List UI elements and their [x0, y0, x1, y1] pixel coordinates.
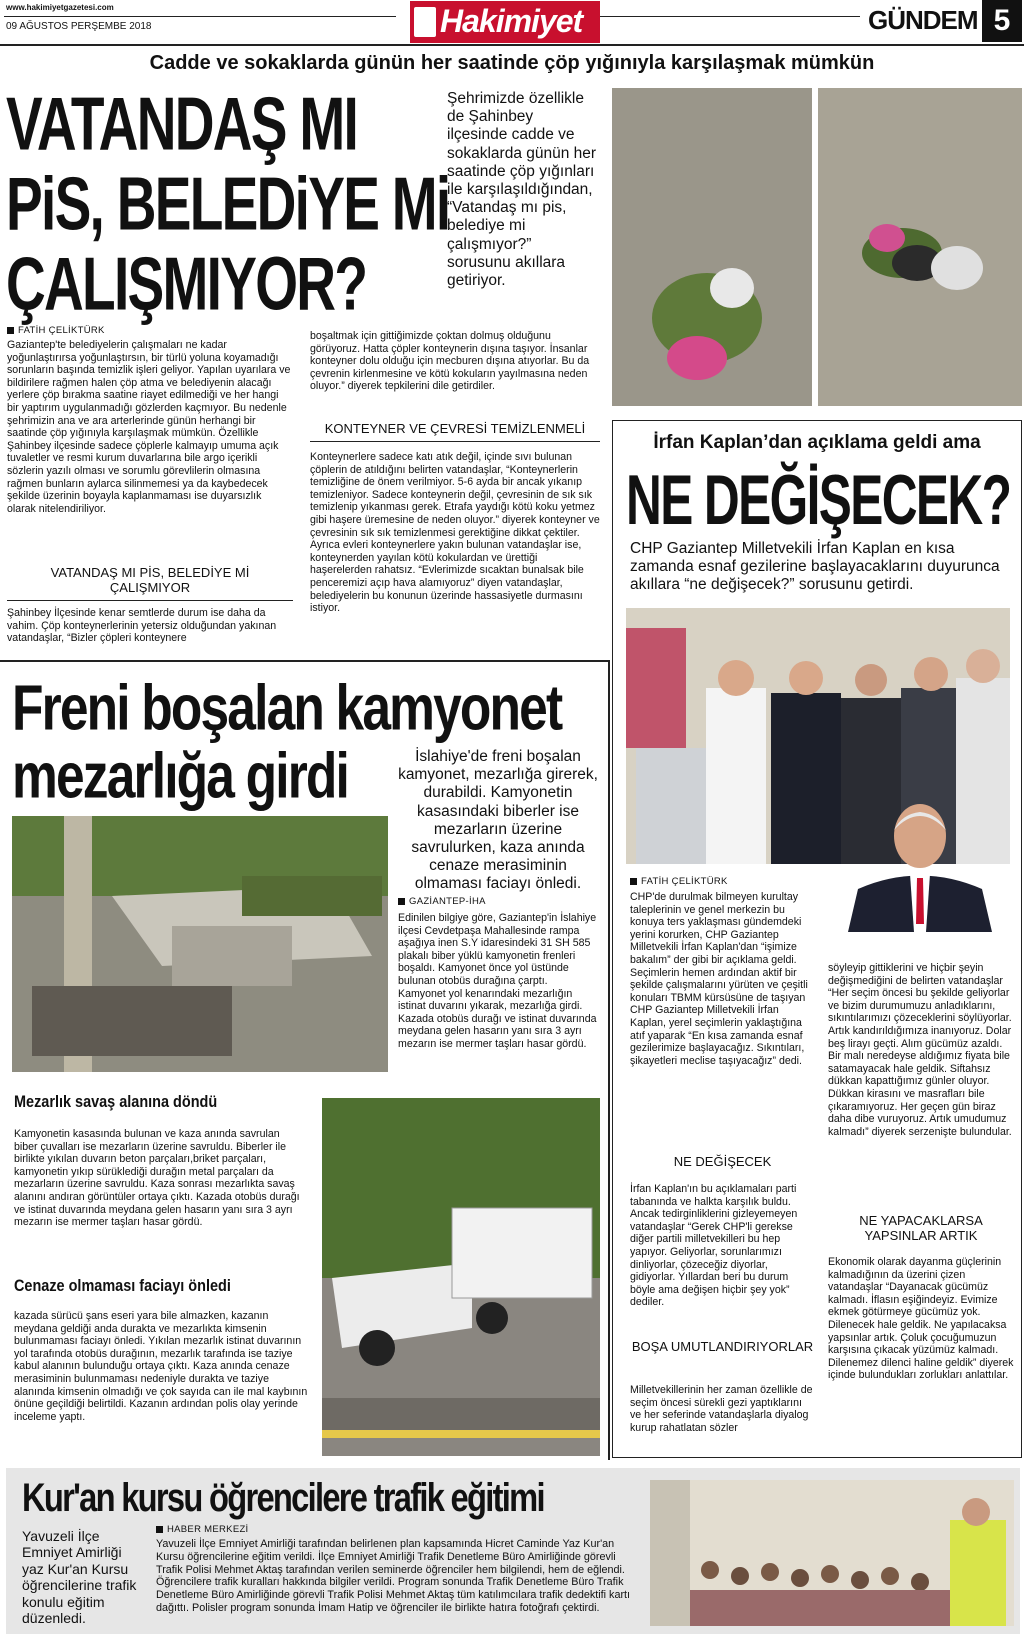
article1-sub2: KONTEYNER VE ÇEVRESİ TEMİZLENMELİ [324, 421, 586, 436]
article1-headline-2: PiS, BELEDiYE Mi [6, 161, 450, 247]
article1-sub2-rule [310, 441, 600, 442]
article3-byline: FATİH ÇELİKTÜRK [630, 876, 728, 887]
article4-lede: Yavuzeli İlçe Emniyet Amirliği yaz Kur'an Kursu öğrencilerine trafik konulu eğitim düzenledi. [22, 1528, 137, 1627]
issue-date: 09 AĞUSTOS PERŞEMBE 2018 [6, 21, 152, 32]
article1-byline: FATİH ÇELİKTÜRK [7, 325, 105, 336]
article4-body: Yavuzeli İlçe Emniyet Amirliği tarafından belirlenen plan kapsamında Hicret Caminde Yaz Kur'an Kursu öğrencilerine eğitim verildi. İlçe Emniyet Amirliği Trafik Denetleme Büro Amirliğinde görevli Trafik Polisi Mehmet Aktaş tarafından verilen seminerde öğrenciler hem bilgilendi, hem de eğlendi. Öğrencilere trafik kuralları hakkında bilgiler verildi. Program sonunda Trafik Denetleme Büro Trafik Denetleme Büro Amirliğinde görevli Trafik Polisi Mehmet Aktaş tüm katılımcılara trafik dedektifi kartı dağıttı. Polisler program sonunda İmam Hatip ve öğrenciler ile birlikte hatıra fotoğrafı çektirdi. [156, 1538, 631, 1614]
article3-sub1: NE DEĞİŞECEK [673, 1154, 772, 1169]
truck-photo-art [322, 1098, 600, 1456]
article1-sub1: VATANDAŞ MI PİS, BELEDİYE Mİ ÇALIŞMIYOR [50, 565, 250, 595]
article3-headline: NE DEĞİŞECEK? [626, 461, 1011, 540]
article3-col1c: Milletvekillerinin her zaman özellikle de seçim öncesi sürekli gezi yaptıklarını ve her seferinde vatandaşlarla diyalog kurup rahatlatan sözler [630, 1384, 813, 1434]
traffic-training-photo-art [650, 1480, 1014, 1626]
logo[interactable] [410, 1, 600, 43]
article2-byline: GAZİANTEP-İHA [398, 896, 486, 907]
article3-sub3: NE YAPACAKLARSA YAPSINLAR ARTIK [859, 1213, 983, 1243]
article2-headline-2: mezarlığa girdi [12, 739, 349, 811]
traffic-training-photo [650, 1480, 1014, 1626]
cemetery-photo [12, 816, 388, 1072]
article1-divider [0, 660, 610, 662]
header-rule-right [600, 16, 860, 17]
article1-col1: Gaziantep'te belediyelerin çalışmaları ne kadar yoğunlaştırırsa yoğunlaştırsın, bir türlü yoluna koyamadığı sorunların başında temizlik işleri geliyor. Yapılan uyarılara ve bildirilere rağmen halen çöp atma ve belediyenin alacağı yerlere çöp bırakma saatine riayet edilmediği ve her hangi bir yaptırım uygulanmadığı gözlerden kaçmıyor. Bu nedenle şehrimizin ana ve ara arterlerinde günün herhangi bir saatinde çöp yığınıyla karşılaşmak mümkün. Özellikle Şahinbey ilçesinde sadece çöplerle kalmayıp umuma açık tuvaletler ve resmi kurum duvarlarına bile argo içerikli sözlerin yazılı olması ve sorumlu görevlilerin olmasına rağmen bunların aylarca silinmemesi ya da kaybedecek şekilde üzerinin boyayla kaplanmaması ise duyarsızlık olarak nitelendiriliyor. [7, 339, 291, 515]
article2-sub1: Mezarlık savaş alanına döndü [14, 1092, 218, 1111]
article2-lede: İslahiye'de freni boşalan kamyonet, mezarlığa girerek, durabildi. Kamyonetin kasasındaki biberler ise mezarların üzerine savrulurken, kaza anında cenaze merasiminin olmaması faciayı önledi. [398, 748, 598, 893]
article1-headline-1: VATANDAŞ MI [6, 81, 358, 167]
truck-photo [322, 1098, 600, 1456]
article3-lede: CHP Gaziantep Milletvekili İrfan Kaplan en kısa zamanda esnaf gezilerine başlayacaklarını duyurunca akıllara “ne değişecek?” sorusunu getirdi. [630, 540, 1000, 594]
article3-col2a: söyleyip gittiklerini ve hiçbir şeyin değişmediğini de belirten vatandaşlar “Her seçim öncesi bu şekilde geliyorlar ve bizim durumumuzu anladıklarını, sıkıntılarımızı çözeceklerini söylüyorlar. Artık kandırıldığımıza inanıyoruz. Dolar beş lirayı geçti. Alım gücümüz azaldı. Bir malı neredeyse aldığımız fiyata bile satamayacak hale geldik. Siftahsız dükkan kapattığımız günler oluyor. Dükkan kirasını ve masrafları bile çıkaramıyoruz. Her geçen gün biraz daha dibe vuruyoruz. Artık umudumuz kalmadı” diyerek serzenişte bulundular. [828, 962, 1012, 1138]
article1-sub1-rule [7, 600, 293, 601]
garbage-photo-art [612, 88, 1022, 406]
article3-kicker: İrfan Kaplan’dan açıklama geldi ama [653, 432, 981, 453]
article1-kicker: Cadde ve sokaklarda günün her saatinde çöp yığınıyla karşılaşmak mümkün [149, 52, 875, 74]
header-rule [4, 16, 396, 17]
article2-body2: Kamyonetin kasasında bulunan ve kaza anında savrulan biber çuvalları ise mezarların üzerine savruldu. Biberler ile birlikte yıkılan duvarın beton parçaları,briket parçaları, kamyonetin yıkıp sürüklediği durağın metal parçaları da mezarların üzerine savruldu. Kaza sonrası mezarlıkta savaş alanını andıran görüntüler ortaya çıktı. Kazada otobüs durağı ve istinat duvarında meydana gelen hasarın yanı sıra 3 ayrı mezarın ise mermer taşları hasar gördü. [14, 1128, 300, 1229]
irfan-kaplan-portrait-art [838, 794, 1002, 932]
article1-headline-3: ÇALIŞMIYOR? [6, 241, 367, 327]
irfan-kaplan-portrait [838, 794, 1002, 932]
article2-body1: Edinilen bilgiye göre, Gaziantep'in İslahiye ilçesi Cevdetpaşa Mahallesinde rampa aşağıya inen S.Y idaresindeki 31 SH 585 plakalı biber yüklü kamyonetin frenleri boşaldı. Kamyonet önce yol üstünde bulunan otobüs durağına çarptı. Kamyonet yol kenarındaki mezarlığın istinat duvarını yıkarak, mezarlığa girdi. Kazada otobüs durağı ve istinat duvarında meydana gelen hasarın yanı sıra 3 ayrı mezarın ise mermer taşları hasar gördü. [398, 912, 597, 1050]
article3-col1b: İrfan Kaplan'ın bu açıklamaları parti tabanında ve halkta karşılık buldu. Ancak tedirginliklerini gizleyemeyen vatandaşlar “Gerek CHP'li gerekse diğer partili milletvekilleri bu hep yapıyor. Geliyorlar, sorunlarımızı dinliyorlar, çözeceğiz diyorlar, gidiyorlar. Yıllardan beri bu durum böyle ama değişen hiçbir şey yok” dediler. [630, 1183, 798, 1309]
article1-col2b: Konteynerlere sadece katı atık değil, içinde sıvı bulunan çöplerin de atıldığını belirten vatandaşlar, “Konteynerlerin temizliğine de önem verilmiyor. 5-6 ayda bir ancak yıkanıp temizleniyor. Sadece konteynerin değil, çevresinin de sık sık temizlenip yıkanması gerek. Etrafa yaydığı kötü koku yetmez gibi haşere üremesine de neden oluyor.” diyerek konteyner ve çevresinin sık sık temizlenmesi gerektiğine dikkat çektiler. Ayrıca evleri konteynerlere yakın bulunan vatandaşlar ise, konteynerden yayılan kötü kokulardan ve ürettiği haşerelerden rahatsız. “Evlerimizde sıcaktan bunalsak bile penceremizi açıp hava alamıyoruz” diyen vatandaşlar, belediyelerin bu konunun üzerinde hassasiyetle durmasını istiyor. [310, 451, 600, 615]
logo-text: Hakimiyet [440, 3, 583, 39]
article1-col1b: Şahinbey İlçesinde kenar semtlerde durum ise daha da vahim. Çöp konteynerlerinin yetersiz olduğundan yakınan vatandaşlar, “Bizler çöpleri konteynere [7, 607, 277, 645]
article2-headline-1: Freni boşalan kamyonet [12, 671, 562, 743]
article3-col1: CHP'de durulmak bilmeyen kurultay taleplerinin ve genel merkezin bu konuya ters yaklaşması gündemdeki yerini korurken, CHP Gaziantep Milletvekili İrfan Kaplan'dan “işimize bakalım” der gibi bir açıklama geldi. Seçimlerin hemen ardından aktif bir şekilde çalışmalarını yürüten ve çeşitli konuları TBMM kürsüsüne de taşıyan CHP Gaziantep Milletvekili İrfan Kaplan, yerel seçimlerin yaklaştığına atıf yaparak “En kısa zamanda esnaf gezilerimize başlayacağız. Sıkıntıları, şikayetleri meclise taşıyacağız” dedi. [630, 891, 808, 1067]
article3-sub2: BOŞA UMUTLANDIRIYORLAR [631, 1339, 814, 1354]
article1-col2a: boşaltmak için gittiğimizde çoktan dolmuş olduğunu görüyoruz. Hatta çöpler konteynerin dışına taşıyor. İnsanlar konteyner dolu olduğu için mecburen dışına atıyorlar. Bu da çevrenin kirlenmesine ve kötü kokuların yayılmasına neden oluyor.” diyerek tepkilerini dile getirdiler. [310, 330, 590, 393]
article2-col-divider [608, 660, 610, 1460]
page-number-box: 5 [982, 0, 1022, 42]
cemetery-photo-art [12, 816, 388, 1072]
site-url[interactable]: www.hakimiyetgazetesi.com [6, 3, 114, 12]
article4-headline: Kur'an kursu öğrencilere trafik eğitimi [22, 1476, 544, 1521]
article1-lede: Şehrimizde özellikle de Şahinbey ilçesinde cadde ve sokaklarda günün her saatinde çöp yığınları ile karşılaşıldığından, “Vatandaş mı pis, belediye mi çalışmıyor?” sorusunu akıllara getiriyor. [447, 90, 597, 290]
article3-col2b: Ekonomik olarak dayanma güçlerinin kalmadığının da üzerini çizen vatandaşlar “Dayanacak gücümüz kalmadı. İflasın eşiğindeyiz. Evimize ekmek götürmeye gücümüz yok. Dilenecek hale geldik. Ne yapılacaksa yapsınlar artık. Çoluk çocuğumuzun karşısına çıkacak yüzümüz kalmadı. Dilenemez dilenci haline geldik” diyerek içinde bulundukları zorlukları anlattılar. [828, 1256, 1014, 1382]
article2-body3: kazada sürücü şans eseri yara bile almazken, kazanın meydana geldiği anda durakta ve mezarlıkta kimsenin bulunmaması faciayı önledi. Yıkılan mezarlık istinat duvarının yol tarafında otobüs durağının, mezarlık tarafında ise taziye kabul alanının bulunduğu ortaya çıktı. Kaza anında cenaze merasiminin bulunmaması nedeniyle durakta ve taziye alanında kimsenin olmadığı ve çok sayıda can ile mal kaybının önüne geçildiği belirtildi. Kazanın ardından polis olay yerinde inceleme yaptı. [14, 1310, 308, 1423]
garbage-photo [612, 88, 1022, 406]
logo-mark-icon [414, 7, 436, 37]
section-name: GÜNDEM [868, 5, 978, 35]
article2-sub2: Cenaze olmaması faciayı önledi [14, 1276, 231, 1295]
header-bottom-rule [0, 44, 1024, 46]
article4-byline: HABER MERKEZİ [156, 1524, 249, 1535]
